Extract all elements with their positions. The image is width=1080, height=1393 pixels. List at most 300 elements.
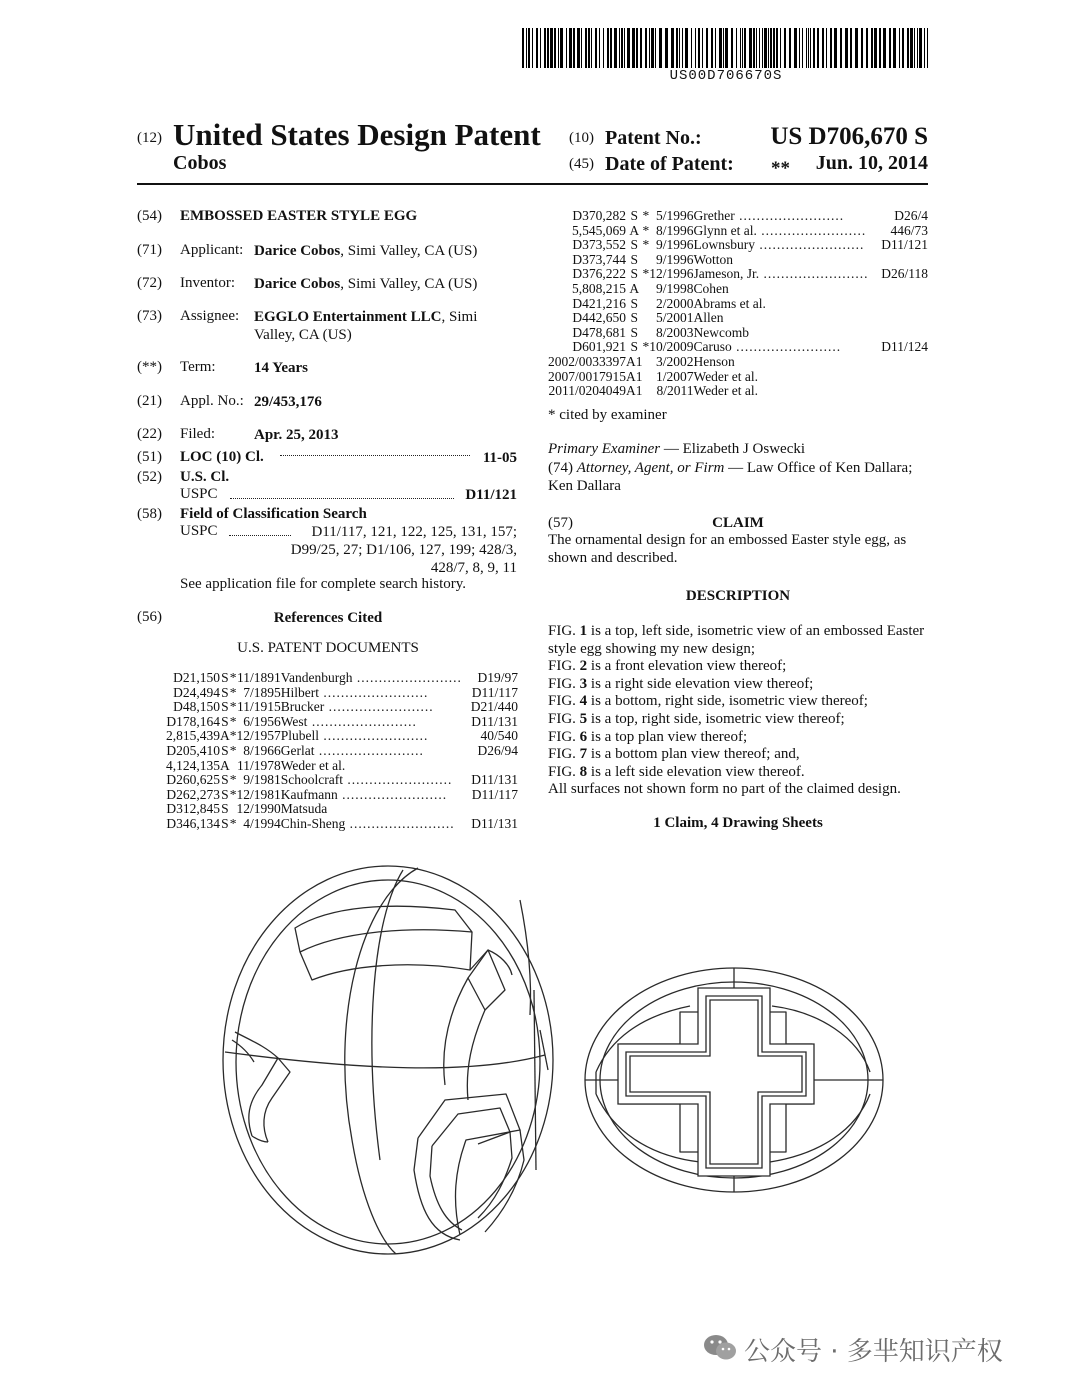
term-code: (**)	[137, 359, 162, 375]
reference-row	[166, 715, 518, 730]
dot-leader: ........................	[352, 671, 462, 685]
reference-row	[548, 253, 928, 268]
document-type-title: United States Design Patent	[173, 117, 541, 152]
reference-name: Kaufmann ........................	[280, 787, 448, 802]
assignee-code: (73)	[137, 308, 162, 324]
reference-cited-marker: *	[229, 728, 237, 744]
applicant-location: , Simi Valley, CA (US)	[340, 243, 478, 259]
reference-row	[166, 671, 518, 686]
egg-drawing-figure	[0, 840, 1080, 1310]
reference-number: D478,681	[572, 324, 627, 340]
patent-number: US D706,670 S	[770, 123, 928, 150]
reference-class: D11/121	[881, 237, 928, 253]
reference-number: D260,625	[166, 772, 220, 788]
fig-description: is a right side elevation view thereof;	[587, 675, 814, 692]
field-line-2: D99/25, 27; D1/106, 127, 199; 428/3,	[290, 542, 517, 558]
reference-number: D48,150	[173, 699, 220, 715]
reference-cited-marker: *	[229, 713, 237, 729]
description-line	[548, 746, 928, 764]
reference-name: Abrams et al.	[693, 295, 766, 311]
assignee-name: EGGLO Entertainment LLC	[254, 309, 442, 325]
reference-cited-marker: *	[642, 208, 650, 223]
uspc-value: D11/121	[465, 487, 517, 503]
reference-name: Wotton	[693, 251, 733, 267]
reference-date: 1/2007	[656, 368, 694, 384]
reference-class: D26/4	[894, 208, 928, 223]
fig-prefix: FIG.	[548, 710, 580, 727]
fig-number: 1	[579, 623, 588, 639]
examiner-label: Primary Examiner	[548, 441, 661, 457]
reference-cited-marker: *	[229, 699, 237, 715]
fig-number: 7	[579, 746, 588, 763]
reference-date: 12/1957	[236, 728, 281, 744]
dot-leader: ........................	[314, 743, 424, 758]
reference-date: 8/2003	[656, 324, 694, 340]
reference-name: West ........................	[280, 714, 417, 729]
description-line	[548, 641, 928, 659]
field-classes	[291, 523, 517, 577]
reference-number: D373,552	[572, 237, 627, 253]
term-value: 14 Years	[254, 360, 309, 376]
examiner-name: — Elizabeth J Oswecki	[660, 441, 806, 457]
reference-cited-marker	[230, 802, 237, 817]
assignee-label: Assignee:	[180, 308, 240, 324]
reference-date: 9/1996	[656, 251, 694, 267]
reference-row	[548, 355, 928, 370]
dot-leader: ........................	[307, 714, 417, 729]
field-line-3: 428/7, 8, 9, 11	[430, 560, 517, 576]
reference-name: Allen	[693, 310, 724, 326]
claims-sheets-summary: 1 Claim, 4 Drawing Sheets	[653, 815, 823, 831]
claim-line-2: shown and described.	[548, 549, 678, 566]
reference-cited-marker	[643, 355, 650, 370]
reference-date: 10/2009	[649, 339, 694, 355]
field-search-label: Field of Classification Search	[180, 506, 367, 522]
reference-date: 6/1956	[243, 713, 281, 729]
us-code: (52)	[137, 469, 162, 485]
reference-class: D21/440	[470, 699, 518, 715]
reference-class: 40/540	[480, 728, 518, 744]
attorney-line-2: Ken Dallara	[548, 477, 621, 494]
barcode-text: US00D706670S	[669, 68, 783, 84]
reference-name: Weder et al.	[693, 368, 759, 384]
reference-cited-marker	[643, 297, 650, 312]
dot-leader: ........................	[759, 267, 869, 282]
reference-class: D11/117	[471, 684, 518, 700]
reference-date: 9/1998	[656, 280, 694, 296]
dot-leader: ........................	[324, 700, 434, 715]
reference-row	[166, 788, 518, 803]
fig-description: is a top, right side, isometric view thereof;	[587, 710, 845, 727]
reference-cited-marker	[230, 759, 237, 774]
fig-prefix: FIG.	[548, 693, 580, 710]
reference-cited-marker	[643, 282, 650, 297]
reference-kind: A1	[626, 368, 643, 384]
reference-kind: S	[630, 251, 639, 267]
reference-name: Weder et al.	[280, 757, 346, 773]
reference-row	[548, 238, 928, 253]
reference-kind: A	[220, 728, 230, 744]
dot-leader: ........................	[337, 787, 448, 802]
reference-number: D376,222	[572, 266, 627, 282]
appl-code: (21)	[137, 393, 162, 409]
filed-value: Apr. 25, 2013	[254, 427, 339, 443]
reference-date: 8/1966	[243, 742, 281, 758]
reference-row	[166, 773, 518, 788]
uspc-label: USPC	[180, 486, 218, 502]
applicant-label: Applicant:	[180, 242, 244, 258]
refs-code: (56)	[137, 609, 162, 625]
reference-number: D373,744	[572, 251, 627, 267]
inventor-label: Inventor:	[180, 275, 235, 291]
reference-date: 7/1895	[243, 684, 281, 700]
description-heading: DESCRIPTION	[685, 588, 791, 604]
reference-class	[881, 326, 928, 341]
fig-prefix: FIG.	[548, 675, 580, 692]
reference-number: D601,921	[572, 339, 627, 355]
primary-examiner	[548, 441, 928, 459]
reference-class: D11/131	[471, 713, 518, 729]
loc-value: 11-05	[482, 450, 517, 466]
date-of-patent-label: Date of Patent:	[605, 153, 734, 175]
dot-leader: ........................	[731, 340, 842, 355]
assignee-location-2: Valley, CA (US)	[254, 327, 352, 343]
fig-number: 2	[579, 658, 588, 675]
reference-number: 2007/0017915	[548, 368, 627, 384]
fig-description: is a left side elevation view thereof.	[587, 763, 805, 780]
reference-number: D370,282	[572, 208, 627, 223]
reference-class	[881, 282, 928, 297]
reference-number: D442,650	[572, 310, 627, 326]
reference-name: Grether ........................	[693, 209, 845, 223]
reference-kind: S	[221, 684, 229, 700]
fig-number: 6	[579, 728, 588, 745]
dot-leader: ........................	[343, 773, 453, 788]
claim-line-1: The ornamental design for an embossed Easter style egg, as	[548, 532, 907, 548]
reference-name: Matsuda	[280, 801, 328, 817]
reference-kind: S	[221, 801, 229, 817]
reference-kind: S	[630, 266, 639, 282]
reference-row	[548, 209, 928, 224]
reference-date: 11/1978	[237, 757, 281, 773]
reference-class: D11/117	[471, 786, 518, 802]
reference-date: 2/2000	[656, 295, 694, 311]
reference-number: D262,273	[166, 786, 220, 802]
claim-code: (57)	[548, 515, 573, 531]
claim-text	[548, 532, 928, 567]
reference-kind: A	[629, 222, 640, 238]
reference-row	[548, 370, 928, 385]
reference-row	[166, 744, 518, 759]
fig-number: 8	[579, 763, 588, 780]
wechat-icon	[702, 1332, 738, 1364]
reference-row	[166, 686, 518, 701]
uspc-leader	[230, 498, 454, 499]
reference-class: D11/131	[471, 772, 518, 788]
large-egg-drawing	[223, 866, 553, 1254]
reference-row	[548, 282, 928, 297]
inventor-name: Darice Cobos	[254, 276, 341, 292]
description-line	[548, 676, 928, 694]
fig-number: 3	[579, 675, 588, 692]
reference-kind: S	[630, 295, 639, 311]
reference-row	[548, 297, 928, 312]
reference-number: 4,124,135	[166, 757, 220, 773]
field-uspc-label: USPC	[180, 523, 218, 539]
reference-number: 2,815,439	[166, 728, 220, 744]
assignee-value	[254, 308, 477, 344]
reference-kind: S	[630, 237, 639, 253]
date-marker: **	[771, 158, 790, 179]
reference-kind: S	[630, 310, 639, 326]
description-line	[548, 693, 928, 711]
reference-kind: S	[630, 324, 639, 340]
reference-cited-marker	[643, 311, 650, 326]
header-code-12: (12)	[137, 130, 162, 146]
reference-name: Gerlat ........................	[280, 743, 424, 758]
cited-by-examiner-note: * cited by examiner	[548, 407, 667, 423]
reference-cited-marker: *	[642, 222, 650, 238]
reference-cited-marker: *	[642, 339, 650, 355]
reference-cited-marker	[643, 370, 650, 385]
reference-number: D346,134	[166, 815, 220, 831]
reference-cited-marker	[643, 326, 650, 341]
reference-class	[881, 253, 928, 268]
fig-number: 5	[579, 710, 588, 727]
fig-description: is a bottom, right side, isometric view thereof;	[587, 693, 868, 710]
assignee-location-1: , Simi	[441, 309, 478, 325]
reference-number: D312,845	[166, 801, 220, 817]
claim-heading: CLAIM	[712, 515, 764, 531]
reference-cited-marker: *	[229, 742, 237, 758]
reference-row	[166, 729, 518, 744]
header-code-10: (10)	[569, 130, 594, 146]
reference-kind: A1	[626, 353, 643, 369]
attorney-line-1: — Law Office of Ken Dallara;	[724, 460, 913, 476]
reference-kind: A	[220, 757, 230, 773]
dot-leader: ........................	[345, 816, 455, 831]
description-line	[548, 658, 928, 676]
reference-class: D11/131	[471, 815, 518, 831]
reference-number: D421,216	[572, 295, 627, 311]
reference-name: Weder et al.	[693, 383, 759, 399]
header-code-45: (45)	[569, 156, 594, 172]
reference-kind: S	[221, 772, 229, 788]
references-cited-heading: References Cited	[273, 610, 383, 626]
references-table-left	[166, 671, 518, 832]
description-line	[548, 764, 928, 782]
field-leader	[229, 535, 291, 536]
reference-name: Brucker ........................	[280, 700, 434, 715]
reference-date: 11/1915	[237, 699, 281, 715]
fig-description: is a bottom plan view thereof; and,	[587, 746, 800, 763]
filed-code: (22)	[137, 426, 162, 442]
patent-number-label: Patent No.:	[605, 127, 702, 149]
description-text	[548, 623, 928, 799]
fig-prefix: FIG.	[548, 763, 580, 780]
reference-cited-marker: *	[229, 670, 237, 685]
description-line	[548, 781, 928, 799]
reference-date: 12/1996	[649, 266, 694, 282]
reference-class	[471, 802, 518, 817]
fig-description: All surfaces not shown form no part of the claimed design.	[548, 781, 901, 798]
reference-number: 5,808,215	[572, 280, 627, 296]
reference-name: Jameson, Jr. ........................	[693, 267, 869, 282]
reference-kind: A	[629, 280, 640, 296]
reference-number: 2011/0204049	[548, 383, 627, 399]
reference-name: Hilbert ........................	[280, 685, 429, 700]
reference-kind: S	[221, 699, 229, 715]
fig-description: is a top, left side, isometric view of an embossed Easter	[587, 623, 925, 639]
fig-prefix: FIG.	[548, 746, 580, 763]
fig-description: style egg showing my new design;	[548, 640, 756, 657]
barcode-icon	[522, 28, 930, 68]
reference-cited-marker: *	[642, 266, 650, 282]
reference-date: 12/1990	[236, 801, 281, 817]
inventor-value	[254, 275, 477, 293]
reference-class	[881, 355, 928, 370]
term-label: Term:	[180, 359, 216, 375]
header-divider	[137, 183, 928, 185]
description-line	[548, 729, 928, 747]
reference-name: Plubell ........................	[280, 729, 429, 744]
cross-emblem-drawing	[618, 988, 814, 1176]
reference-row	[548, 311, 928, 326]
reference-row	[166, 759, 518, 774]
reference-date: 3/2002	[656, 353, 694, 369]
dot-leader: ........................	[319, 685, 429, 700]
fig-description: is a front elevation view thereof;	[587, 658, 787, 675]
reference-row	[548, 224, 928, 239]
reference-kind: A1	[626, 383, 643, 399]
reference-class	[881, 311, 928, 326]
loc-leader	[280, 455, 470, 456]
reference-cited-marker: *	[642, 237, 650, 253]
loc-label: LOC (10) Cl.	[180, 449, 264, 465]
watermark-text: 公众号 · 多芈知识产权	[744, 1337, 1003, 1367]
appl-value: 29/453,176	[254, 394, 322, 410]
reference-name: Cohen	[693, 280, 729, 296]
field-note: See application file for complete search history.	[180, 576, 467, 592]
references-table-right	[548, 209, 928, 399]
reference-class: 446/73	[890, 222, 928, 238]
reference-date: 5/2001	[656, 310, 694, 326]
attorney-label: Attorney, Agent, or Firm	[576, 460, 725, 476]
reference-date: 9/1996	[656, 237, 694, 253]
reference-name: Vandenburgh ........................	[280, 671, 462, 685]
reference-row	[166, 817, 518, 832]
reference-kind: S	[630, 339, 639, 355]
fig-description: is a top plan view thereof;	[587, 728, 748, 745]
title-code: (54)	[137, 208, 162, 224]
attorney-code: (74)	[548, 460, 577, 476]
reference-number: 2002/0033397	[548, 353, 627, 369]
reference-class	[881, 370, 928, 385]
reference-kind: S	[221, 742, 229, 758]
dot-leader: ........................	[756, 223, 867, 238]
reference-class	[471, 759, 518, 774]
reference-row	[166, 700, 518, 715]
reference-kind: S	[221, 713, 229, 729]
reference-row	[166, 802, 518, 817]
reference-kind: S	[221, 815, 229, 831]
reference-kind: S	[221, 670, 229, 685]
description-line	[548, 623, 928, 641]
reference-name: Glynn et al. ........................	[693, 223, 867, 238]
appl-label: Appl. No.:	[180, 393, 244, 409]
reference-date: 12/1981	[236, 786, 281, 802]
reference-date: 5/1996	[656, 208, 694, 223]
reference-row	[548, 326, 928, 341]
description-line	[548, 711, 928, 729]
inventor-code: (72)	[137, 275, 162, 291]
applicant-name: Darice Cobos	[254, 243, 341, 259]
reference-row	[548, 340, 928, 355]
reference-class	[881, 384, 928, 399]
us-class-label: U.S. Cl.	[180, 469, 230, 485]
reference-number: D178,164	[166, 713, 220, 729]
applicant-code: (71)	[137, 242, 162, 258]
date-of-patent: Jun. 10, 2014	[815, 152, 928, 174]
reference-date: 8/1996	[656, 222, 694, 238]
fig-number: 4	[579, 693, 588, 710]
reference-class: D26/94	[477, 742, 518, 758]
reference-name: Schoolcraft ........................	[280, 773, 453, 788]
reference-cited-marker	[643, 253, 650, 268]
inventor-surname: Cobos	[173, 152, 227, 174]
reference-name: Lownsbury ........................	[693, 238, 865, 253]
reference-cited-marker: *	[229, 772, 237, 788]
field-code: (58)	[137, 506, 162, 522]
reference-name: Chin-Sheng ........................	[280, 816, 455, 831]
dot-leader: ........................	[734, 209, 845, 223]
reference-name: Newcomb	[693, 324, 750, 340]
loc-code: (51)	[137, 449, 162, 465]
dot-leader: ........................	[755, 238, 865, 253]
reference-date: 4/1994	[243, 815, 281, 831]
reference-cited-marker: *	[229, 815, 237, 831]
applicant-value	[254, 242, 477, 260]
reference-kind: S	[630, 208, 639, 223]
dot-leader: ........................	[319, 729, 429, 744]
reference-class	[881, 297, 928, 312]
filed-label: Filed:	[180, 426, 216, 442]
reference-name: Caruso ........................	[693, 340, 842, 355]
reference-number: D205,410	[166, 742, 220, 758]
attorney-block	[548, 460, 928, 495]
field-line-1: D11/117, 121, 122, 125, 131, 157;	[311, 524, 517, 540]
reference-number: D24,494	[173, 684, 220, 700]
reference-number: 5,545,069	[572, 222, 627, 238]
us-patent-documents-heading: U.S. PATENT DOCUMENTS	[237, 640, 419, 656]
fig-prefix: FIG.	[548, 658, 580, 675]
reference-cited-marker: *	[229, 684, 237, 700]
reference-cited-marker: *	[229, 786, 237, 802]
reference-date: 9/1981	[243, 772, 281, 788]
patent-title: EMBOSSED EASTER STYLE EGG	[180, 208, 418, 224]
fig-prefix: FIG.	[548, 623, 580, 639]
reference-number: D21,150	[173, 670, 220, 685]
reference-class: D26/118	[881, 266, 928, 282]
reference-kind: S	[221, 786, 229, 802]
reference-class: D19/97	[477, 670, 518, 685]
reference-row	[548, 384, 928, 399]
fig-prefix: FIG.	[548, 728, 580, 745]
inventor-location: , Simi Valley, CA (US)	[340, 276, 478, 292]
reference-row	[548, 267, 928, 282]
reference-class: D11/124	[881, 339, 928, 355]
reference-name: Henson	[693, 353, 735, 369]
